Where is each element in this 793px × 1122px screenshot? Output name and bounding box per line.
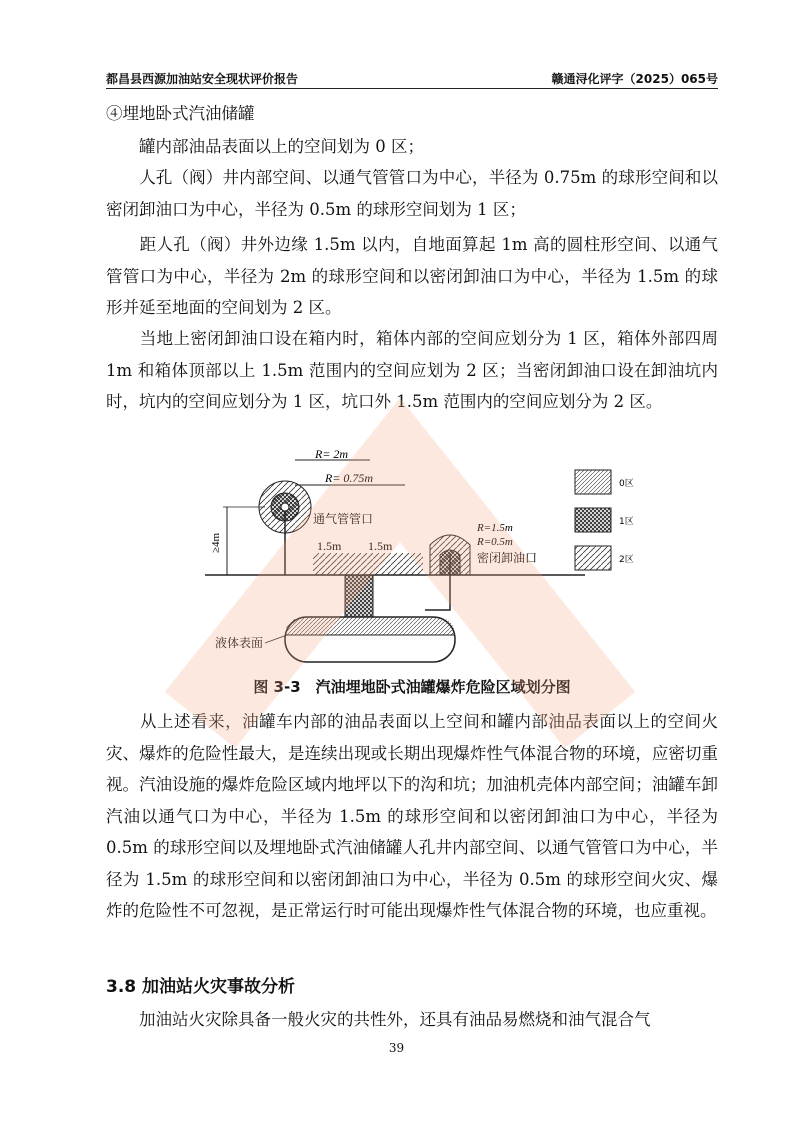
label-vent: 通气管管口 — [313, 512, 374, 526]
legend-swatch-zone1 — [575, 508, 611, 532]
label-r-075m: R= 0.75m — [325, 471, 374, 485]
figure-caption: 图 3-3 汽油埋地卧式油罐爆炸危险区域划分图 — [253, 678, 571, 696]
subheading-tank: ④埋地卧式汽油储罐 — [106, 104, 255, 123]
label-r-2m: R= 2m — [315, 447, 349, 461]
page-number: 39 — [388, 1041, 405, 1055]
label-liquid: 液体表面 — [215, 636, 264, 650]
label-unload: 密闭卸油口 — [477, 551, 538, 565]
legend-label-zone2: 2区 — [619, 555, 634, 565]
manhole-well — [345, 575, 373, 620]
header-report-number: 赣通浔化评字（2025）065号 — [551, 72, 718, 86]
paragraph-zone2: 距人孔（阀）井外边缘 1.5m 以内，自地面算起 1m 高的圆柱形空间、以通气管管口为中心，半径为 2m 的球形空间和以密闭卸油口为中心，半径为 1.5m 的球形并延至地面的空间划为 2 区。 — [106, 235, 718, 317]
zone-diagram — [205, 445, 645, 675]
legend-label-zone0: 0区 — [619, 479, 634, 489]
label-height: ≥4m — [210, 532, 222, 553]
paragraph-unloading-box: 当地上密闭卸油口设在箱内时，箱体内部的空间应划分为 1 区，箱体外部四周 1m 和箱体顶部以上 1.5m 范围内的空间应划为 2 区；当密闭卸油口设在卸油坑内时，坑内的空间应划分为 1 区，坑口外 1.5m 范围内的空间应划分为 2 区。 — [106, 329, 724, 411]
legend-label-zone1: 1区 — [619, 517, 634, 527]
section-title: 3.8 加油站火灾事故分析 — [106, 977, 296, 997]
legend-swatch-zone2 — [575, 546, 611, 570]
label-r-15m: R=1.5m — [477, 522, 513, 534]
paragraph-analysis: 从上述看来，油罐车内部的油品表面以上空间和罐内部油品表面以上的空间火灾、爆炸的危险性最大，是连续出现或长期出现爆炸性气体混合物的环境，应密切重视。汽油设施的爆炸危险区域内地坪以下的沟和坑；加油机壳体内部空间；油罐车卸汽油以通气口为中心，半径为 1.5m 的球形空间和以密闭卸油口为中心，半径为 0.5m 的球形空间以及埋地卧式汽油储罐人孔井内部空间、以通气管管口为中心，半径为 1.5m 的球形空间和以密闭卸油口为中心，半径为 0.5m 的球形空间火灾、爆炸的危险性不可忽视，是正常运行时可能出现爆炸性气体混合物的环境，也应重视。 — [106, 712, 724, 920]
label-dist-2: 1.5m — [368, 539, 393, 553]
legend-swatch-zone0 — [575, 470, 611, 494]
header-rule — [106, 88, 718, 89]
manhole-zone2 — [313, 553, 423, 575]
header-report-title: 都昌县西源加油站安全现状评价报告 — [106, 72, 299, 86]
explosion-zone-figure — [205, 445, 645, 679]
vent-outlet — [281, 503, 289, 511]
paragraph-zone1: 人孔（阀）井内部空间、以通气管管口为中心，半径为 0.75m 的球形空间和以密闭卸油口为中心，半径为 0.5m 的球形空间划为 1 区； — [106, 168, 718, 219]
paragraph-fire-analysis: 加油站火灾除具备一般火灾的共性外，还具有油品易燃烧和油气混合气 — [106, 1010, 651, 1029]
tank-zone0 — [285, 617, 455, 635]
label-dist-1: 1.5m — [317, 539, 342, 553]
label-r-05m: R=0.5m — [477, 536, 513, 548]
page-header — [106, 70, 718, 88]
liquid-leader — [265, 635, 287, 643]
paragraph-zone0: 罐内部油品表面以上的空间划为 0 区； — [106, 137, 424, 156]
